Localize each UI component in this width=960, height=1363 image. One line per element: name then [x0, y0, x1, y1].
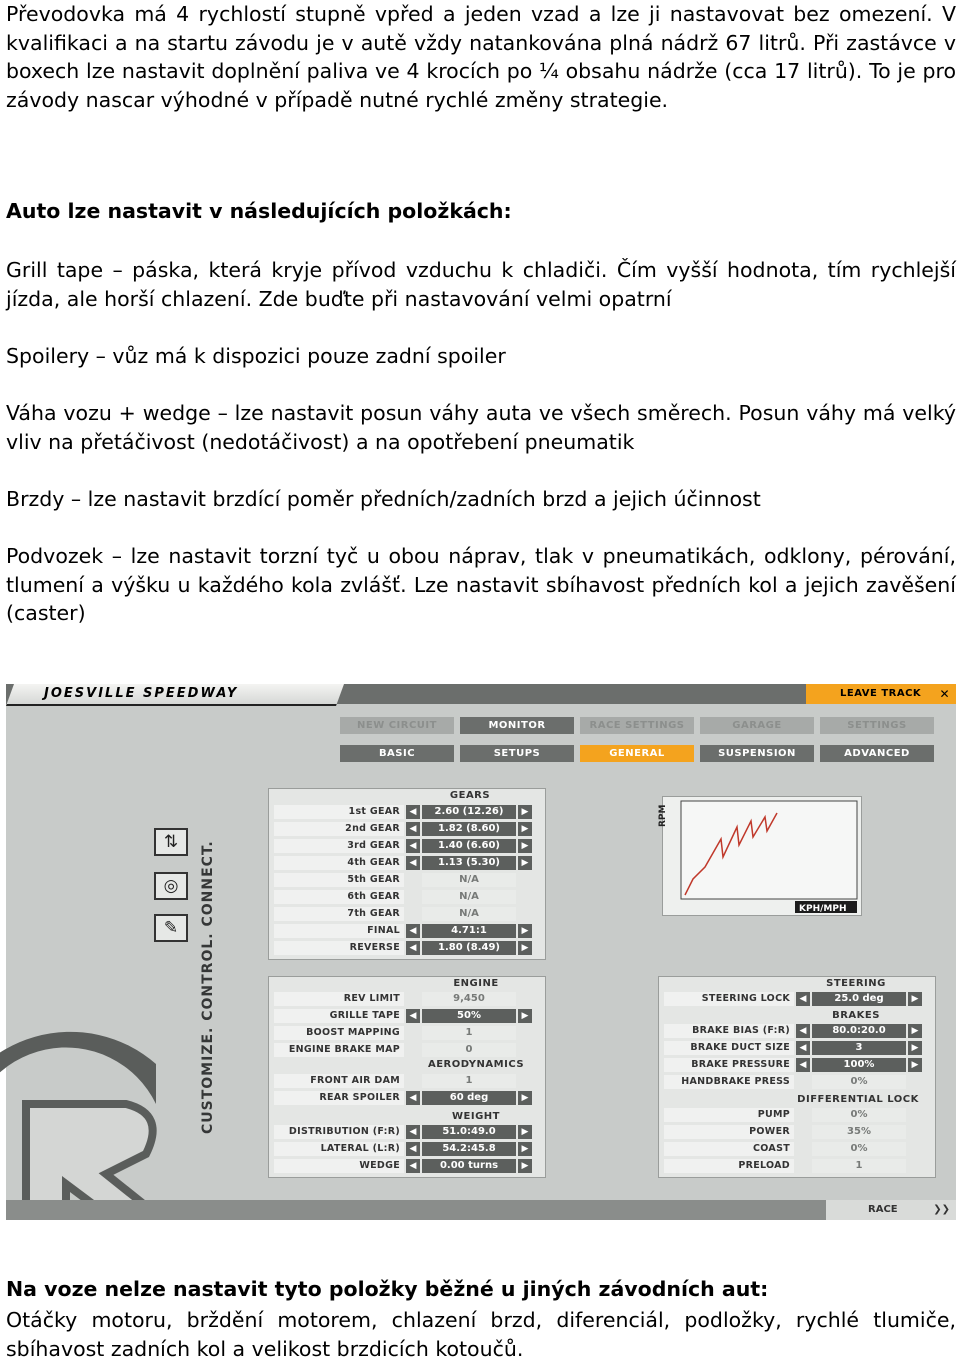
increase-arrow-icon[interactable]: ▶ [908, 1024, 922, 1038]
tab-suspension[interactable]: SUSPENSION [700, 745, 814, 762]
item-brakes: Brzdy – lze nastavit brzdící poměr předních/zadních brzd a jejich účinnost [6, 487, 761, 511]
decrease-arrow-icon[interactable]: ◀ [406, 1125, 420, 1139]
setting-row [274, 1043, 538, 1057]
setting-label: HANDBRAKE PRESS [664, 1075, 794, 1089]
item-grill-tape: Grill tape – páska, která kryje přívod vzduchu k chladiči. Čím vyšší hodnota, tím rychlejší jízda, ale horší chlazení. Zde buďte při nastavování velmi opatrní [6, 258, 956, 311]
setting-label: PRELOAD [664, 1159, 794, 1173]
increase-arrow-icon[interactable]: ▶ [518, 839, 532, 853]
setting-value: 0% [812, 1142, 906, 1156]
setting-label: WEDGE [274, 1159, 404, 1173]
decrease-arrow-icon[interactable]: ◀ [796, 1058, 810, 1072]
decrease-arrow-icon[interactable]: ◀ [406, 924, 420, 938]
decrease-arrow-icon[interactable]: ◀ [406, 1142, 420, 1156]
setting-label: 4th GEAR [274, 856, 404, 870]
decrease-arrow-icon[interactable]: ◀ [406, 856, 420, 870]
setting-value[interactable]: 3 [812, 1041, 906, 1055]
gears-title: GEARS [449, 790, 491, 801]
setting-label: REV LIMIT [274, 992, 404, 1006]
decrease-arrow-icon[interactable]: ◀ [406, 1009, 420, 1023]
setting-label: BRAKE PRESSURE [664, 1058, 794, 1072]
not-adjustable-text: Otáčky motoru, brždění motorem, chlazení brzd, diferenciál, podložky, rychlé tlumiče, sbíhavost zadních kol a velikost brzdicích kotoučů. [6, 1308, 956, 1361]
decrease-arrow-icon[interactable]: ◀ [406, 1159, 420, 1173]
setting-value: N/A [422, 873, 516, 887]
setting-value: 0% [812, 1108, 906, 1122]
setting-label: LATERAL (L:R) [274, 1142, 404, 1156]
setting-row [274, 907, 538, 921]
increase-arrow-icon[interactable]: ▶ [518, 805, 532, 819]
tab-general[interactable]: GENERAL [580, 745, 694, 762]
setting-row [274, 1009, 538, 1023]
setting-row [274, 1142, 538, 1156]
setting-row [664, 1075, 928, 1089]
graph-xlabel: KPH/MPH [799, 904, 847, 914]
setting-row [664, 1024, 928, 1038]
wrench-icon[interactable]: ✎ [154, 914, 188, 942]
rpm-graph [658, 796, 862, 916]
setting-value[interactable]: 50% [422, 1009, 516, 1023]
race-button[interactable] [826, 1200, 956, 1220]
leave-track-label: LEAVE TRACK [840, 688, 922, 699]
setting-row [274, 1026, 538, 1040]
setting-label: BRAKE DUCT SIZE [664, 1041, 794, 1055]
setting-label: REVERSE [274, 941, 404, 955]
leave-track-button[interactable] [806, 684, 956, 704]
setting-row [664, 1058, 928, 1072]
setting-label: PUMP [664, 1108, 794, 1122]
tab-setups[interactable]: SETUPS [460, 745, 574, 762]
setting-row [274, 822, 538, 836]
item-suspension: Podvozek – lze nastavit torzní tyč u obou náprav, tlak v pneumatikách, odklony, pérování, tlumení a výšku u každého kola zvlášť. Lze nastavit sbíhavost předních kol a jejich zavěšení (caster) [6, 544, 956, 625]
game-screenshot [6, 684, 956, 1220]
tab-garage[interactable]: GARAGE [700, 717, 814, 734]
decrease-arrow-icon[interactable]: ◀ [406, 941, 420, 955]
close-icon: ✕ [939, 687, 950, 701]
race-label: RACE [868, 1204, 898, 1215]
brakes-title: BRAKES [832, 1010, 880, 1021]
setting-label: DISTRIBUTION (F:R) [274, 1125, 404, 1139]
setting-row [664, 1159, 928, 1173]
tab-monitor[interactable]: MONITOR [460, 717, 574, 734]
setting-label: FRONT AIR DAM [274, 1074, 404, 1088]
tab-advanced[interactable]: ADVANCED [820, 745, 934, 762]
setting-value: 0 [422, 1043, 516, 1057]
setting-row [664, 1108, 928, 1122]
decrease-arrow-icon[interactable]: ◀ [796, 992, 810, 1006]
setting-label: BRAKE BIAS (F:R) [664, 1024, 794, 1038]
sub-nav [6, 745, 956, 762]
setting-label: FINAL [274, 924, 404, 938]
setting-row [274, 873, 538, 887]
setting-label: ENGINE BRAKE MAP [274, 1043, 404, 1057]
weight-title: WEIGHT [452, 1111, 500, 1122]
setting-value[interactable]: 4.71:1 [422, 924, 516, 938]
decrease-arrow-icon[interactable]: ◀ [406, 805, 420, 819]
setting-value[interactable]: 2.60 (12.26) [422, 805, 516, 819]
steering-wheel-icon[interactable]: ◎ [154, 872, 188, 900]
setting-row [274, 1074, 538, 1088]
setting-row [664, 1142, 928, 1156]
setting-value: 9,450 [422, 992, 516, 1006]
increase-arrow-icon[interactable]: ▶ [518, 1159, 532, 1173]
increase-arrow-icon[interactable]: ▶ [908, 1058, 922, 1072]
increase-arrow-icon[interactable]: ▶ [908, 992, 922, 1006]
setting-value[interactable]: 51.0:49.0 [422, 1125, 516, 1139]
setting-label: 6th GEAR [274, 890, 404, 904]
setting-value[interactable]: 1.13 (5.30) [422, 856, 516, 870]
setting-value: 1 [422, 1074, 516, 1088]
setting-label: POWER [664, 1125, 794, 1139]
setting-row [274, 1125, 538, 1139]
steering-title: STEERING [826, 978, 886, 989]
settings-heading: Auto lze nastavit v následujících položkách: [6, 199, 512, 223]
intro-paragraph: Převodovka má 4 rychlostí stupně vpřed a jeden vzad a lze ji nastavovat bez omezení. V kvalifikaci a na startu závodu je v autě vždy natankována plná nádrž 67 litrů. Při zastávce v boxech lze nastavit doplnění paliva ve 4 krocích po ¼ obsahu nádrže (cca 17 litrů). To je pro závody nascar výhodné v případě nutné rychlé změny strategie. [6, 2, 956, 112]
increase-arrow-icon[interactable]: ▶ [518, 1142, 532, 1156]
setting-row [664, 992, 928, 1006]
setup-download-icon[interactable]: ⇅ [154, 828, 188, 856]
diff-title: DIFFERENTIAL LOCK [797, 1094, 919, 1105]
setting-value: N/A [422, 907, 516, 921]
aero-title: AERODYNAMICS [427, 1059, 525, 1070]
tab-settings[interactable]: SETTINGS [820, 717, 934, 734]
setting-row [274, 924, 538, 938]
tab-race-settings[interactable]: RACE SETTINGS [580, 717, 694, 734]
setting-label: STEERING LOCK [664, 992, 794, 1006]
engine-title: ENGINE [453, 978, 499, 989]
increase-arrow-icon[interactable]: ▶ [518, 941, 532, 955]
setting-row [274, 839, 538, 853]
setting-row [664, 1125, 928, 1139]
setting-value[interactable]: 60 deg [422, 1091, 516, 1105]
setting-label: 2nd GEAR [274, 822, 404, 836]
setting-value: N/A [422, 890, 516, 904]
setting-label: COAST [664, 1142, 794, 1156]
tab-new-circuit[interactable]: NEW CIRCUIT [340, 717, 454, 734]
increase-arrow-icon[interactable]: ▶ [908, 1041, 922, 1055]
slogan: CUSTOMIZE. CONTROL. CONNECT. [200, 840, 216, 1134]
decrease-arrow-icon[interactable]: ◀ [796, 1024, 810, 1038]
setting-row [274, 992, 538, 1006]
decrease-arrow-icon[interactable]: ◀ [406, 839, 420, 853]
increase-arrow-icon[interactable]: ▶ [518, 1009, 532, 1023]
setting-value[interactable]: 1.82 (8.60) [422, 822, 516, 836]
setting-value: 35% [812, 1125, 906, 1139]
setting-row [274, 1091, 538, 1105]
setting-value: 0% [812, 1075, 906, 1089]
r-logo [6, 1004, 166, 1214]
not-adjustable-heading: Na voze nelze nastavit tyto položky běžné u jiných závodních aut: [6, 1277, 769, 1301]
setting-value: 1 [422, 1026, 516, 1040]
increase-arrow-icon[interactable]: ▶ [518, 1091, 532, 1105]
setting-value[interactable]: 100% [812, 1058, 906, 1072]
setting-row [274, 805, 538, 819]
item-spoilers: Spoilery – vůz má k dispozici pouze zadní spoiler [6, 344, 506, 368]
top-nav [6, 717, 956, 734]
setting-row [664, 1041, 928, 1055]
decrease-arrow-icon[interactable]: ◀ [796, 1041, 810, 1055]
increase-arrow-icon[interactable]: ▶ [518, 822, 532, 836]
setting-value: 1 [812, 1159, 906, 1173]
increase-arrow-icon[interactable]: ▶ [518, 856, 532, 870]
setting-value[interactable]: 1.80 (8.49) [422, 941, 516, 955]
setting-row [274, 890, 538, 904]
setting-row [274, 856, 538, 870]
item-weight: Váha vozu + wedge – lze nastavit posun váhy auta ve všech směrech. Posun váhy má velký vliv na přetáčivost (nedotáčivost) a na opotřebení pneumatik [6, 401, 956, 454]
setting-label: 1st GEAR [274, 805, 404, 819]
setting-label: 5th GEAR [274, 873, 404, 887]
setting-label: REAR SPOILER [274, 1091, 404, 1105]
setting-row [274, 941, 538, 955]
setting-label: GRILLE TAPE [274, 1009, 404, 1023]
setting-value[interactable]: 1.40 (6.60) [422, 839, 516, 853]
decrease-arrow-icon[interactable]: ◀ [406, 822, 420, 836]
setting-row [274, 1159, 538, 1173]
setting-value[interactable]: 0.00 turns [422, 1159, 516, 1173]
setting-label: 3rd GEAR [274, 839, 404, 853]
setting-label: 7th GEAR [274, 907, 404, 921]
graph-ylabel: RPM [658, 804, 668, 827]
decrease-arrow-icon[interactable]: ◀ [406, 1091, 420, 1105]
increase-arrow-icon[interactable]: ▶ [518, 1125, 532, 1139]
setting-value[interactable]: 80.0:20.0 [812, 1024, 906, 1038]
double-chevron-icon: ❯❯ [933, 1204, 950, 1215]
setting-value[interactable]: 54.2:45.8 [422, 1142, 516, 1156]
bottom-bar [6, 1200, 956, 1220]
tab-basic[interactable]: BASIC [340, 745, 454, 762]
track-title: JOESVILLE SPEEDWAY [44, 686, 239, 701]
increase-arrow-icon[interactable]: ▶ [518, 924, 532, 938]
setting-label: BOOST MAPPING [274, 1026, 404, 1040]
setting-value[interactable]: 25.0 deg [812, 992, 906, 1006]
